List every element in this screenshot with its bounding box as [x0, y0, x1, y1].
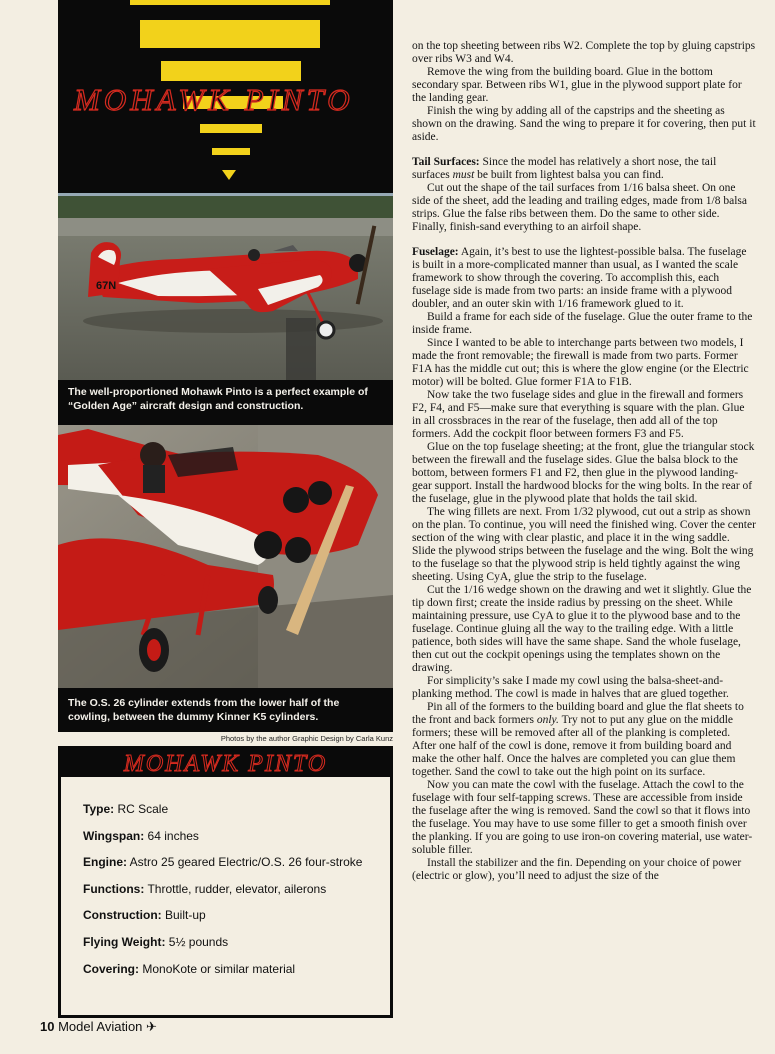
text-run: Try not to put any glue on the middle formers; these will be removed after all of the planking is completed. After one half of the cowl is done, remove it from building board and make the other half. Once the halves are completed you can glue them together. Sand the cowl to take out the high point on its surface.: [412, 714, 736, 778]
page-title: MOHAWK PINTO: [74, 82, 354, 117]
text-run: be built from lightest balsa you can find.: [474, 169, 664, 181]
stripe: [161, 61, 301, 81]
spec-value: 5½ pounds: [165, 934, 229, 949]
paragraph: Now take the two fuselage sides and glue in the firewall and formers F2, F4, and F5—make sure that everything is square with the plan. Glue in all crossbraces in the rear of the fuselage, then add all of the top formers. Add the cockpit floor between formers F3 and F5.: [412, 389, 745, 440]
photo-caption-1: The well-proportioned Mohawk Pinto is a perfect example of “Golden Age” aircraft design and construction.: [58, 380, 393, 425]
spec-row: [83, 907, 383, 934]
paragraph: Glue on the top fuselage sheeting; at the front, glue the triangular stock between the firewall and the fuselage sides. Glue the balsa block to the bottom, between formers F1 and F2, then glue in the plywood landing-gear support. Install the hardwood blocks for the wing bolts. In the rear of the fuselage, glue in the plywood plate that holds the tail skid.: [412, 441, 755, 505]
paragraph-tail-surfaces: [412, 156, 756, 182]
text-run: Again, it’s best to use the lightest-possible balsa. The fuselage is built in a more-complicated manner than usual, as I wanted the scale framework to show through the covering. To accomplish this, each fuselage side is made from two parts: an inside frame with a plywood doubler, and an outer skin with 1/16 framework glued to it.: [412, 246, 747, 310]
paragraph: For simplicity’s sake I made my cowl using the balsa-sheet-and-planking method. The cowl is made in halves that are glued together.: [412, 675, 729, 700]
spec-row: [83, 961, 383, 988]
magazine-name: Model Aviation: [58, 1019, 143, 1034]
spec-row: [83, 881, 383, 908]
title-header: [58, 0, 393, 193]
paragraph-fuselage: [412, 246, 756, 311]
spec-label: Covering:: [83, 961, 140, 976]
paragraph: [412, 701, 756, 779]
spec-label: Type:: [83, 802, 115, 816]
triangle-tip: [222, 170, 236, 180]
section-heading: Tail Surfaces:: [412, 156, 480, 168]
text-run: Pin all of the formers to the building board and glue the flat sheets to the front and back formers: [412, 701, 744, 726]
paragraph: Build a frame for each side of the fuselage. Glue the outer frame to the inside frame.: [412, 311, 753, 336]
spec-label: Wingspan:: [83, 828, 145, 843]
spec-value: 64 inches: [144, 828, 199, 843]
emphasis: must: [452, 169, 475, 181]
spec-label: Construction:: [83, 908, 162, 923]
page-number: 10: [40, 1019, 55, 1034]
text-run: Since the model has relatively a short nose, the tail surfaces: [412, 156, 717, 181]
paragraph: Cut out the shape of the tail surfaces from 1/16 balsa sheet. On one side of the sheet, add the leading and trailing edges, made from 1/8 balsa strips. Glue the false ribs between them. Do the same to other side. Finally, finish-sand everything to an airfoil shape.: [412, 182, 747, 233]
spec-value: MonoKote or similar material: [139, 961, 296, 976]
spec-value: RC Scale: [114, 802, 169, 816]
specs-box: [58, 746, 393, 1018]
photo-credits: Photos by the author Graphic Design by Carla Kunz: [220, 734, 393, 743]
spec-value: Astro 25 geared Electric/O.S. 26 four-stroke: [127, 855, 363, 870]
stripe: [130, 0, 330, 5]
spec-row: [83, 854, 383, 881]
photo-plane-closeup: [58, 425, 393, 688]
spec-row: [83, 828, 383, 855]
emphasis: only.: [536, 714, 559, 726]
tail-number: 67N: [96, 280, 117, 292]
spec-value: Throttle, rudder, elevator, ailerons: [144, 881, 327, 896]
paragraph: on the top sheeting between ribs W2. Complete the top by gluing capstrips over ribs W3 and W4.: [412, 40, 756, 65]
paragraph: The wing fillets are next. From 1/32 plywood, cut out a strip as shown on the plan. To continue, you will need the finished wing. Cover the center section of the wing with clear plastic, and place it in the wing saddle. Slide the plywood strips between the fuselage and the wing. Bolt the wing to the fuselage so that the plywood strip is held tightly against the wing sheeting. Using CyA, glue the strip to the fuselage.: [412, 506, 756, 583]
spec-value: Built-up: [161, 908, 206, 923]
paragraph: Now you can mate the cowl with the fuselage. Attach the cowl to the fuselage with four self-tapping screws. These are accessible from inside the fuselage after the wing is removed. Sand the cowl so that it flows into the fuselage. You may have to use some filler to get a smooth finish over the planking. If you are going to use iron-on covering material, use water-soluble filler.: [412, 779, 753, 856]
specs-title: MOHAWK PINTO: [123, 751, 328, 777]
spec-label: Functions:: [83, 881, 145, 896]
spec-label: Flying Weight:: [83, 934, 166, 949]
paragraph: Finish the wing by adding all of the capstrips and the sheeting as shown on the drawing. Sand the wing to prepare it for covering, then put it aside.: [412, 105, 756, 143]
plane-icon: ✈: [146, 1019, 157, 1034]
paragraph: Install the stabilizer and the fin. Depending on your choice of power (electric or glow), you’ll need to adjust the size of the: [412, 857, 742, 882]
paragraph: Since I wanted to be able to interchange parts between two models, I made the front removable; the firewall is made from two parts. Former F1A has the middle cut out; this is where the glow engine (or the Electric motor) will be bolted. Glue former F1A to F1B.: [412, 337, 749, 388]
page-footer: [40, 1019, 157, 1035]
paragraph: Remove the wing from the building board. Glue in the bottom secondary spar. Between ribs W1, glue in the plywood support plate for the landing gear.: [412, 66, 742, 104]
section-heading: Fuselage:: [412, 246, 459, 258]
specs-list: [83, 801, 383, 987]
spec-row: [83, 934, 383, 961]
photo-caption-2: The O.S. 26 cylinder extends from the lower half of the cowling, between the dummy Kinner K5 cylinders.: [58, 688, 393, 732]
article-body: [412, 40, 756, 883]
paragraph: Cut the 1/16 wedge shown on the drawing and wet it slightly. Glue the tip down first; create the inside radius by pressing on the sheet. While maintaining pressure, use CyA to glue it to the plywood base and to the fuselage. Continue gluing all the way to the trailing edge. With a little patience, both sides will have the same shape. Sand the whole fuselage, then cut out the cockpit openings using the templates shown on the drawing.: [412, 584, 752, 674]
spec-label: Engine:: [83, 855, 127, 870]
stripe: [140, 20, 320, 48]
photo-plane-side: [58, 193, 393, 380]
spec-row: [83, 801, 383, 828]
stripe: [212, 148, 250, 155]
stripe: [200, 124, 262, 133]
